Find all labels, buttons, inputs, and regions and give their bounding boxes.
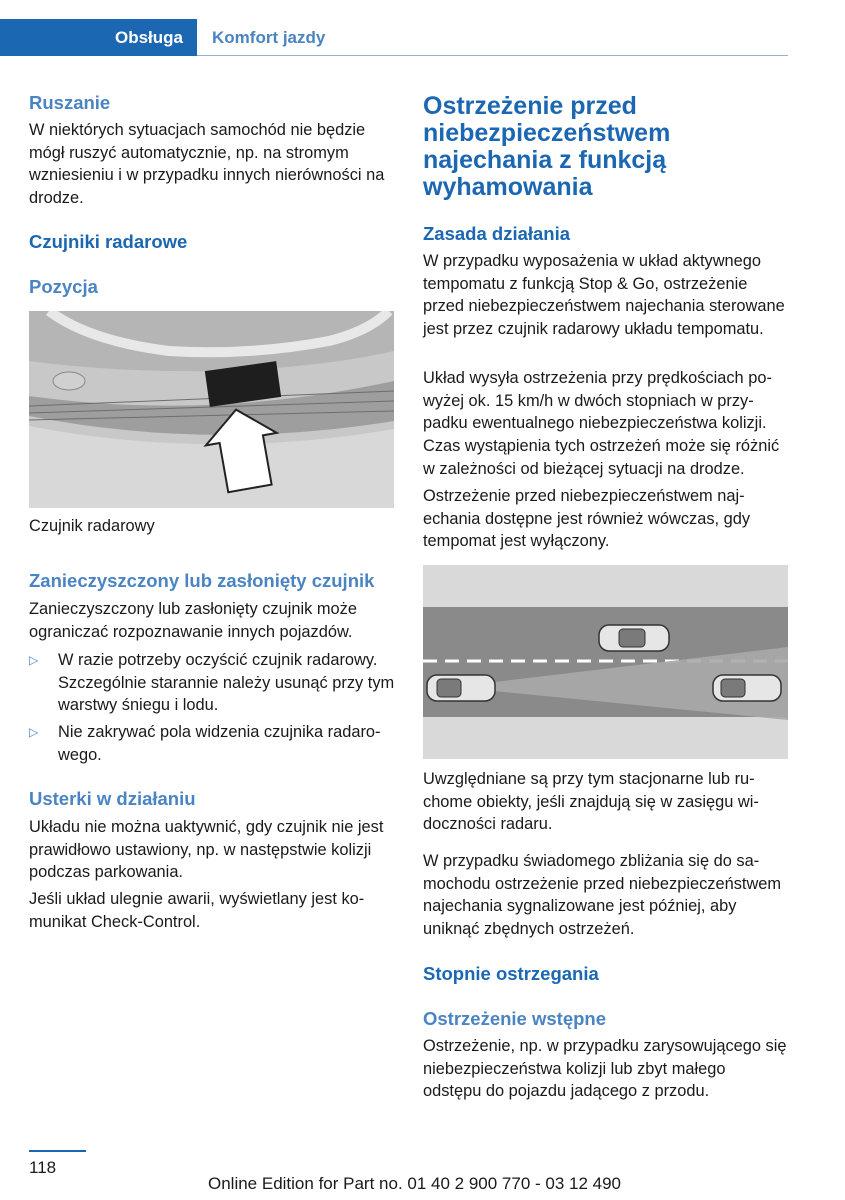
ruszanie-heading: Ruszanie <box>29 92 111 113</box>
ruszanie-text: W niektórych sytuacjach samochód nie będzie mógł ruszyć automatycznie, np. na stromym wzniesieniu i w przypadku innych nierówności na drodze. <box>29 121 385 208</box>
triangle-bullet-icon: ▷ <box>29 725 39 739</box>
edition-footer: Online Edition for Part no. 01 40 2 900 770 - 03 12 490 <box>208 1174 622 1193</box>
after-diagram-paragraph-2: W przypadku świadomego zbliżania się do samochodu ostrzeżenie przed niebezpieczeństwem najechania sygnalizowane jest później, aby uniknąć zbędnych ostrzeżeń. <box>423 852 782 939</box>
zasada-paragraph-1: W przypadku wyposażenia w układ aktywnego tempomatu z funkcją Stop & Go, ostrzeżenie przed niebezpieczeństwem najechania sterowane jest przez czujnik radarowy układu tempomatu. <box>423 252 785 339</box>
czujniki-heading: Czujniki radarowe <box>29 231 188 252</box>
radar-sensor-photo <box>29 311 394 508</box>
car-icon <box>599 625 669 651</box>
zanieczyszczony-heading: Zanieczyszczony lub zasłonięty czujnik <box>29 570 375 591</box>
triangle-bullet-icon: ▷ <box>29 653 39 667</box>
zasada-paragraph-3: Ostrzeżenie przed niebezpieczeństwem najechania dostępne jest również wówczas, gdy tempomat jest wyłączony. <box>423 487 751 551</box>
after-diagram-paragraph-1: Uwzględniane są przy tym stacjonarne lub ruchome obiekty, jeśli znajdują się w zasięgu widoczności radaru. <box>423 770 759 834</box>
footer-rule <box>29 1150 86 1152</box>
pozycja-heading: Pozycja <box>29 276 98 297</box>
header-section-tab: Obsługa <box>0 19 197 56</box>
car-icon <box>713 675 781 701</box>
usterki-heading: Usterki w działaniu <box>29 788 196 809</box>
zanieczyszczony-text: Zanieczyszczony lub zasłonięty czujnik może ograniczać rozpoznawanie innych pojazdów. <box>29 600 357 641</box>
stopnie-heading: Stopnie ostrzegania <box>423 963 599 984</box>
radar-warning-diagram <box>423 565 788 759</box>
zasada-paragraph-2: Układ wysyła ostrzeżenia przy prędkościach powyżej ok. 15 km/h w dwóch stopniach w przypadku ewentualnego niebezpieczeństwa kolizji. Czas wystąpienia tych ostrzeżeń może się różnić w zależności od bieżącej sytuacji na drodze. <box>423 369 780 478</box>
car-icon <box>427 675 495 701</box>
page-number: 118 <box>29 1158 57 1177</box>
zasada-heading: Zasada działania <box>423 223 571 244</box>
wstepne-heading: Ostrzeżenie wstępne <box>423 1008 607 1029</box>
usterki-text-1: Układu nie można uaktywnić, gdy czujnik nie jest prawidłowo ustawiony, np. w następstwie kolizji podczas parkowania. <box>29 818 384 882</box>
main-title: Ostrzeżenie przed niebezpieczeństwem najechania z funkcją wyhamowania <box>423 92 671 201</box>
header-chapter: Komfort jazdy <box>212 27 326 47</box>
photo-caption: Czujnik radarowy <box>29 517 155 535</box>
wstepne-text: Ostrzeżenie, np. w przypadku zarysowującego się niebezpieczeństwa kolizji lub zbyt małego odstępu do pojazdu jadącego z przodu. <box>423 1037 787 1101</box>
bullet-item-2: ▷ Nie zakrywać pola widzenia czujnika radarowego. <box>29 723 381 764</box>
header-rule <box>197 55 788 56</box>
bullet-item-1: ▷ W razie potrzeby oczyścić czujnik radarowy. Szczególnie starannie należy usunąć przy tym warstwy śniegu i lodu. <box>29 651 395 715</box>
usterki-text-2: Jeśli układ ulegnie awarii, wyświetlany jest komunikat Check-Control. <box>29 890 365 931</box>
